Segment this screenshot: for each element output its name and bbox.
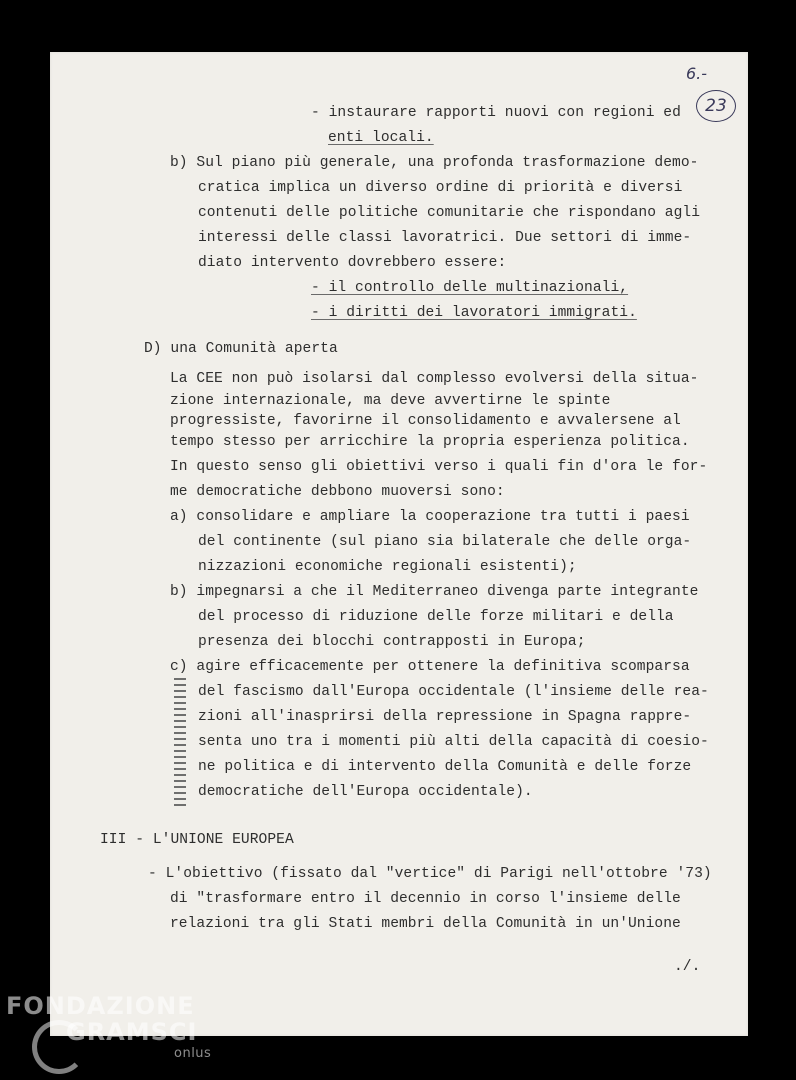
document-page [50, 52, 748, 1036]
text-line: b) Sul piano più generale, una profonda trasformazione demo- [170, 155, 699, 171]
text-line: presenza dei blocchi contrapposti in Europa; [198, 634, 586, 650]
text-line: - instaurare rapporti nuovi con regioni ed [311, 105, 681, 121]
watermark-line-2: GRAMSCI [66, 1018, 198, 1046]
text-line: nizzazioni economiche regionali esistenti); [198, 559, 577, 575]
continuation-mark: ./. [674, 959, 701, 975]
text-line: ne politica e di intervento della Comunità e delle forze [198, 759, 692, 775]
text-line: - i diritti dei lavoratori immigrati. [311, 305, 637, 321]
text-line: In questo senso gli obiettivi verso i quali fin d'ora le for- [170, 459, 708, 475]
watermark-line-3: onlus [174, 1046, 212, 1061]
watermark-line-1: FONDAZIONE [6, 992, 195, 1020]
text-line: c) agire efficacemente per ottenere la definitiva scomparsa [170, 659, 690, 675]
text-line: del fascismo dall'Europa occidentale (l'insieme delle rea- [198, 684, 709, 700]
text-line: enti locali. [328, 130, 434, 146]
text-line: La CEE non può isolarsi dal complesso evolversi della situa- [170, 371, 699, 387]
logo-g-icon [32, 1020, 86, 1074]
text-line: zione internazionale, ma deve avvertirne le spinte [170, 393, 611, 409]
text-line: a) consolidare e ampliare la cooperazione tra tutti i paesi [170, 509, 690, 525]
text-line: relazioni tra gli Stati membri della Comunità in un'Unione [170, 916, 681, 932]
text-line: progressiste, favorirne il consolidamento e avvalersene al [170, 413, 681, 429]
text-line: di "trasformare entro il decennio in corso l'insieme delle [170, 891, 681, 907]
section-heading: III - L'UNIONE EUROPEA [100, 832, 294, 848]
section-heading: D) una Comunità aperta [144, 341, 338, 357]
text-line: - L'obiettivo (fissato dal "vertice" di Parigi nell'ottobre '73) [148, 866, 712, 882]
text-line: contenuti delle politiche comunitarie che rispondano agli [198, 205, 701, 221]
text-line: me democratiche debbono muoversi sono: [170, 484, 505, 500]
foundation-watermark-logo [6, 992, 212, 1061]
text-line: - il controllo delle multinazionali, [311, 280, 629, 296]
text-line: cratica implica un diverso ordine di priorità e diversi [198, 180, 683, 196]
text-line: b) impegnarsi a che il Mediterraneo divenga parte integrante [170, 584, 699, 600]
text-line: interessi delle classi lavoratrici. Due settori di imme- [198, 230, 692, 246]
text-line: tempo stesso per arricchire la propria esperienza politica. [170, 434, 690, 450]
circled-page-number: 23 [696, 90, 736, 122]
text-line: senta uno tra i momenti più alti della capacità di coesio- [198, 734, 709, 750]
text-line: zioni all'inasprirsi della repressione in Spagna rappre- [198, 709, 692, 725]
handwritten-page-number: 6.- [686, 64, 708, 83]
margin-annotation-marks [174, 678, 186, 808]
text-line: del processo di riduzione delle forze militari e della [198, 609, 674, 625]
text-line: democratiche dell'Europa occidentale). [198, 784, 533, 800]
text-line: diato intervento dovrebbero essere: [198, 255, 507, 271]
text-line: del continente (sul piano sia bilaterale che delle orga- [198, 534, 692, 550]
